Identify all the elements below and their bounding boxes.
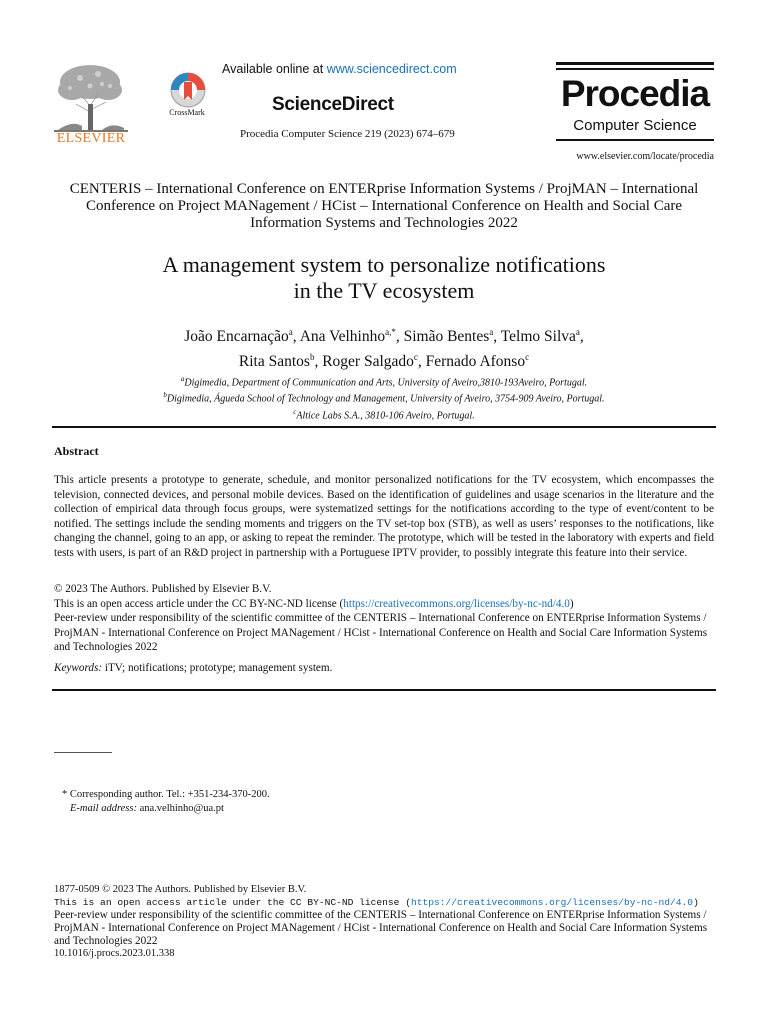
procedia-bottom-rule (556, 139, 714, 141)
author-affiliation-mark: a (575, 327, 580, 337)
author-list (80, 322, 688, 372)
paper-title (70, 252, 698, 304)
journal-url[interactable]: www.elsevier.com/locate/procedia (576, 151, 714, 162)
conference-name: CENTERIS – International Conference on ENTERprise Information Systems / ProjMAN – International Conference on Project MANagement / HCist – International Conference on Health and Social Care Information Systems and Technologies 2022 (69, 181, 699, 231)
license-line: This is an open access article under the CC BY-NC-ND license (https://creativecommons.org/licenses/by-nc-nd/4.0) (54, 597, 574, 610)
bottom-license-link[interactable]: https://creativecommons.org/licenses/by-nc-nd/4.0 (410, 896, 694, 908)
author-name: Roger Salgado (322, 353, 414, 371)
author-affiliation-mark: c (413, 352, 418, 363)
publication-info (54, 884, 718, 961)
available-online-text: Available online at www.sciencedirect.com (222, 62, 457, 76)
journal-reference: Procedia Computer Science 219 (2023) 674–679 (240, 128, 455, 140)
footnote-rule (54, 752, 112, 753)
sciencedirect-link[interactable]: www.sciencedirect.com (326, 62, 457, 76)
abstract-copyright-block (54, 582, 714, 655)
author-name: Rita Santos (238, 353, 310, 371)
author-name: Fernado Afonso (425, 353, 526, 371)
keywords-label: Keywords: (54, 662, 103, 674)
abstract-heading: Abstract (54, 444, 99, 458)
affiliation-item: $^b$Digimedia, Águeda School of Technology and Management, University of Aveiro, 3754-909 Aveiro, Portugal. (163, 391, 605, 405)
crossmark-label: CrossMark (169, 108, 205, 117)
elsevier-wordmark: ELSEVIER (56, 131, 126, 146)
doi[interactable]: 10.1016/j.procs.2023.01.338 (54, 948, 175, 959)
procedia-logo: Procedia (560, 73, 710, 114)
keywords-line (54, 662, 714, 674)
procedia-subtitle: Computer Science (573, 117, 697, 134)
author-affiliation-mark: b (309, 352, 315, 363)
peer-review-line: Peer-review under responsibility of the scientific committee of the CENTERIS – International Conference on ENTERprise Information Systems / ProjMAN - International Conference on Project MANagement / HCist - International Conference on Health and Social Care Information Systems and Technologies 2022 (54, 612, 708, 653)
email-line: E-mail address: ana.velhinho@ua.pt (70, 803, 224, 814)
bottom-peer-review: Peer-review under responsibility of the scientific committee of the CENTERIS – International Conference on ENTERprise Information Systems / ProjMAN - International Conference on Project MANagement / HCist - International Conference on Health and Social Care Information Systems and Technologies 2022 (54, 909, 708, 947)
footnote (62, 788, 270, 816)
procedia-top-rule (556, 62, 714, 65)
author-name: Simão Bentes (403, 328, 490, 346)
author-affiliation-mark: a (288, 327, 293, 337)
sciencedirect-logo: ScienceDirect (272, 94, 394, 115)
copyright-line: © 2023 The Authors. Published by Elsevier B.V. (54, 583, 272, 595)
procedia-second-rule (556, 68, 714, 70)
author-line-2: Rita Santos$^b$, Roger Salgado$^c$, Fernado Afonso$^c$ (238, 352, 530, 371)
abstract-top-rule (52, 426, 716, 428)
abstract-bottom-rule (52, 689, 716, 691)
author-line-1: João Encarnação$^a$, Ana Velhinho$^{a,*}$, Simão Bentes$^a$, Telmo Silva$^a$, (184, 327, 584, 346)
affiliation-item: $^a$Digimedia, Department of Communication and Arts, University of Aveiro,3810-193Aveiro, Portugal. (180, 375, 588, 389)
author-affiliation-mark: a,* (385, 327, 396, 337)
author-affiliation-mark: a (489, 327, 494, 337)
author-name: Ana Velhinho (299, 328, 386, 346)
affiliation-list (60, 373, 708, 422)
author-name: Telmo Silva (500, 328, 576, 346)
affiliation-item: $^c$Altice Labs S.A., 3810-106 Aveiro, Portugal. (293, 407, 475, 421)
corresponding-author-line: * Corresponding author. Tel.: +351-234-370-200. (62, 789, 270, 800)
email-address[interactable]: ana.velhinho@ua.pt (136, 803, 224, 814)
paper-title-line-2: in the TV ecosystem (293, 278, 475, 303)
author-name: João Encarnação (184, 328, 289, 346)
issn: 1877-0509 (54, 884, 100, 895)
author-affiliation-mark: c (525, 352, 530, 363)
bottom-license-line: This is an open access article under the CC BY-NC-ND license (https://creativecommons.org/licenses/by-nc-nd/4.0) (54, 896, 699, 908)
keywords-values: iTV; notifications; prototype; management system. (102, 662, 333, 674)
license-link[interactable]: https://creativecommons.org/licenses/by-nc-nd/4.0 (343, 597, 570, 610)
issn-line: 1877-0509 © 2023 The Authors. Published by Elsevier B.V. (54, 884, 307, 895)
paper-title-line-1: A management system to personalize notifications (162, 252, 606, 277)
abstract-text: This article presents a prototype to generate, schedule, and monitor personalized notifications for the TV ecosystem, which encompasses the television, connected devices, and personal mobile devices. Based on the identification of guidelines and usage scenarios in the literature and the collection of empirical data through focus groups, were systematized settings for the notifications according to the type of event/content to be notified. The settings include the sending moments and triggers on the TV set-top box (STB), as well as users’ responses to the notifications, like changing the channel, going to an app, or asking to repeat the reminder. The prototype, which will be tested in the laboratory with experts and field tests with users, is part of an R&D project in partnership with a Portuguese IPTV provider, to possibly integrate this feature into their service. (54, 474, 714, 559)
